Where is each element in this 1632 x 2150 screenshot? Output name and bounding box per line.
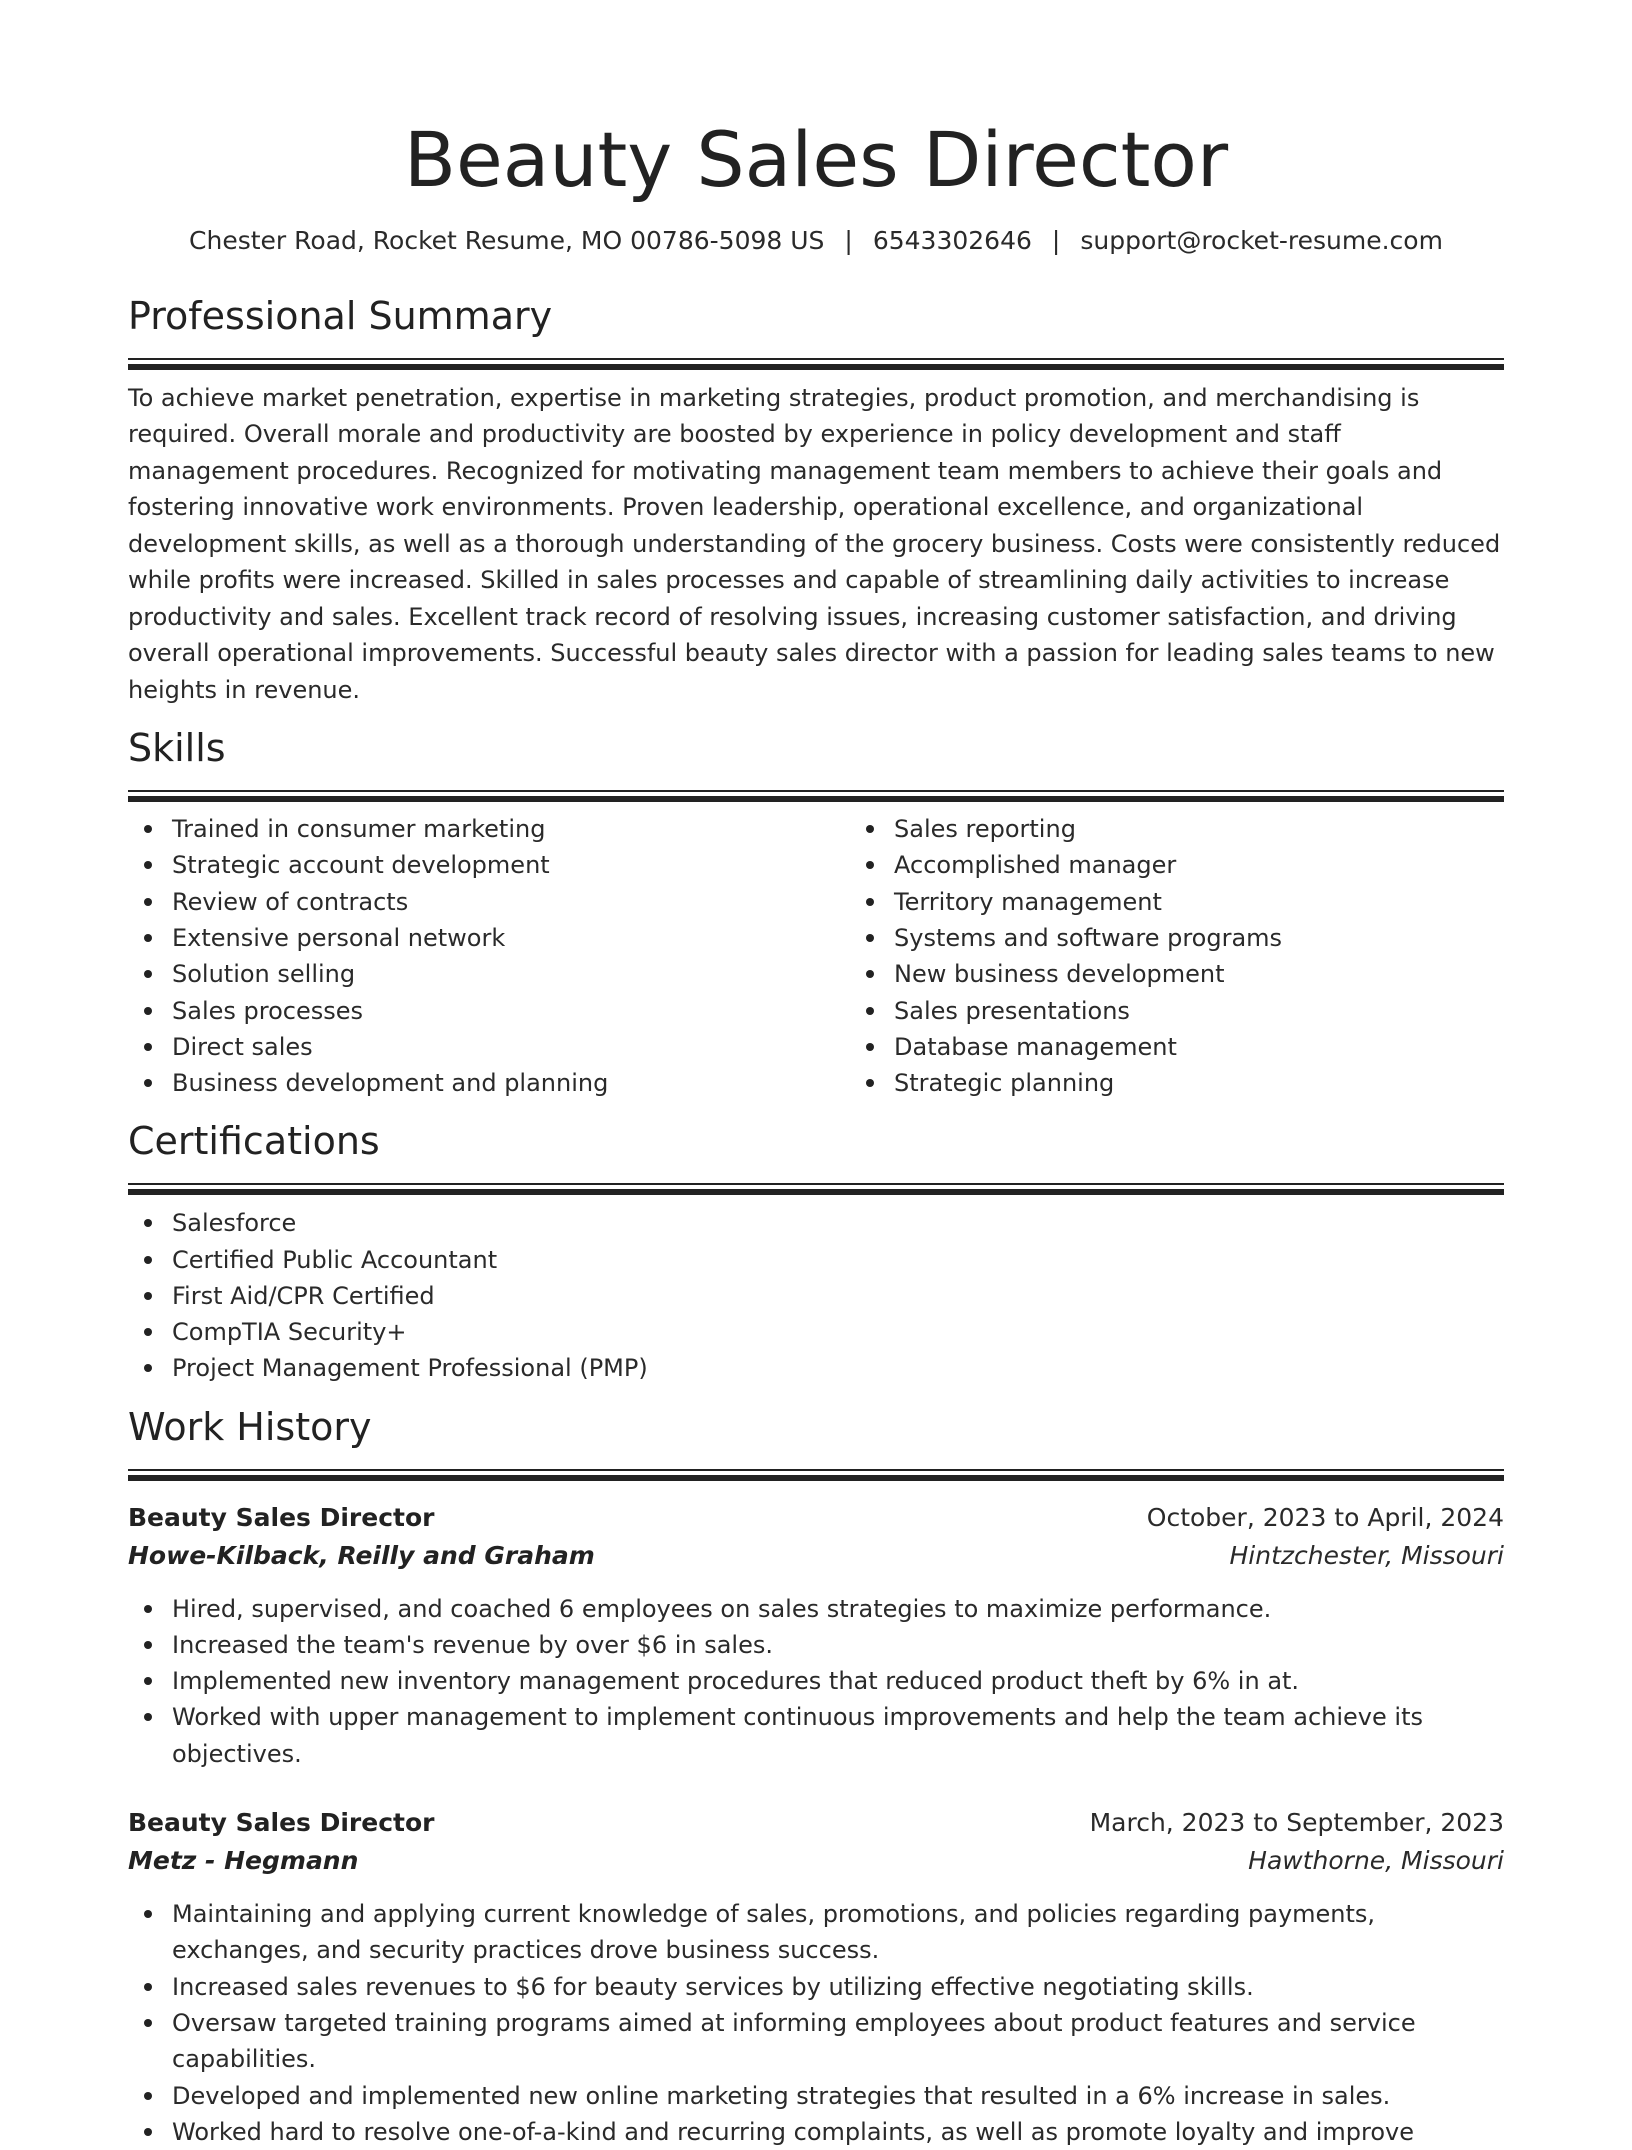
- skills-grid: [128, 811, 1504, 1101]
- job-bullet: Worked hard to resolve one-of-a-kind and recurring complaints, as well as promote loyalty and improve: [172, 2114, 1504, 2150]
- job-bullet: Implemented new inventory management procedures that reduced product theft by 6% in at.: [172, 1663, 1504, 1699]
- skill-item: Sales reporting: [894, 811, 1572, 847]
- certification-item: CompTIA Security+: [172, 1314, 1504, 1350]
- job-bullet: Hired, supervised, and coached 6 employees on sales strategies to maximize performance.: [172, 1591, 1504, 1627]
- skill-item: Business development and planning: [172, 1065, 850, 1101]
- skills-section: [128, 728, 1504, 1101]
- skill-item: Sales processes: [172, 993, 850, 1029]
- job-bullet: Maintaining and applying current knowledge of sales, promotions, and policies regarding payments, exchanges, and security practices drove business success.: [172, 1896, 1504, 1969]
- skill-item: Accomplished manager: [894, 847, 1572, 883]
- job-company: Metz - Hegmann: [128, 1846, 359, 1876]
- certification-item: First Aid/CPR Certified: [172, 1278, 1504, 1314]
- skill-item: Sales presentations: [894, 993, 1572, 1029]
- section-divider: [128, 790, 1504, 802]
- resume-title: Beauty Sales Director: [403, 115, 1229, 204]
- certification-item: Project Management Professional (PMP): [172, 1350, 1504, 1386]
- job-title: Beauty Sales Director: [128, 1808, 435, 1838]
- job-header-row: [128, 1804, 1504, 1842]
- skill-item: Database management: [894, 1029, 1572, 1065]
- job-bullet: Increased sales revenues to $6 for beauty services by utilizing effective negotiating skills.: [172, 1969, 1504, 2005]
- contact-phone: 6543302646: [872, 226, 1032, 255]
- section-divider: [128, 1469, 1504, 1481]
- job-dates: October, 2023 to April, 2024: [1146, 1502, 1504, 1532]
- job-subheader-row: [128, 1537, 1504, 1575]
- skill-item: New business development: [894, 956, 1572, 992]
- skills-list-left: [128, 811, 850, 1101]
- job-list: [128, 1499, 1504, 2150]
- contact-separator: |: [1051, 226, 1061, 255]
- certification-item: Certified Public Accountant: [172, 1242, 1504, 1278]
- skill-item: Extensive personal network: [172, 920, 850, 956]
- job-bullets: [128, 1591, 1504, 1772]
- contact-address: Chester Road, Rocket Resume, MO 00786-5098 US: [189, 226, 825, 255]
- skills-list-right: [850, 811, 1572, 1101]
- job-location: Hintzchester, Missouri: [1229, 1540, 1504, 1570]
- job-bullet: Developed and implemented new online marketing strategies that resulted in a 6% increase in sales.: [172, 2078, 1504, 2114]
- job-bullet: Oversaw targeted training programs aimed at informing employees about product features and service capabilities.: [172, 2005, 1504, 2078]
- skill-item: Review of contracts: [172, 884, 850, 920]
- certifications-heading: Certifications: [128, 1119, 380, 1164]
- certification-item: Salesforce: [172, 1205, 1504, 1241]
- job-company: Howe-Kilback, Reilly and Graham: [128, 1540, 595, 1570]
- skills-heading: Skills: [128, 726, 226, 771]
- contact-line: [128, 226, 1504, 256]
- skill-item: Territory management: [894, 884, 1572, 920]
- summary-section: [128, 296, 1504, 708]
- job-bullet: Worked with upper management to implement continuous improvements and help the team achieve its objectives.: [172, 1699, 1504, 1772]
- skill-item: Direct sales: [172, 1029, 850, 1065]
- job-header-row: [128, 1499, 1504, 1537]
- skill-item: Strategic account development: [172, 847, 850, 883]
- skill-item: Trained in consumer marketing: [172, 811, 850, 847]
- work-history-heading: Work History: [128, 1404, 372, 1449]
- certifications-list: [128, 1205, 1504, 1386]
- certifications-section: [128, 1121, 1504, 1386]
- job-title: Beauty Sales Director: [128, 1502, 435, 1532]
- job-entry: [128, 1499, 1504, 1772]
- job-subheader-row: [128, 1842, 1504, 1880]
- skill-item: Solution selling: [172, 956, 850, 992]
- job-bullet: Increased the team's revenue by over $6 in sales.: [172, 1627, 1504, 1663]
- contact-email: support@rocket-resume.com: [1080, 226, 1443, 255]
- section-divider: [128, 358, 1504, 370]
- job-dates: March, 2023 to September, 2023: [1089, 1808, 1504, 1838]
- summary-text: To achieve market penetration, expertise in marketing strategies, product promotion, and merchandising is required. Overall morale and productivity are boosted by experience in policy development and staff management procedures. Recognized for motivating management team members to achieve their goals and fostering innovative work environments. Proven leadership, operational excellence, and organizational development skills, as well as a thorough understanding of the grocery business. Costs were consistently reduced while profits were increased. Skilled in sales processes and capable of streamlining daily activities to increase productivity and sales. Excellent track record of resolving issues, increasing customer satisfaction, and driving overall operational improvements. Successful beauty sales director with a passion for leading sales teams to new heights in revenue.: [128, 383, 1501, 704]
- job-entry: [128, 1804, 1504, 2150]
- skill-item: Strategic planning: [894, 1065, 1572, 1101]
- contact-separator: |: [844, 226, 853, 255]
- job-location: Hawthorne, Missouri: [1248, 1846, 1504, 1876]
- work-history-section: [128, 1404, 1504, 2150]
- summary-heading: Professional Summary: [128, 294, 553, 338]
- resume-page: [128, 0, 1504, 2150]
- section-divider: [128, 1183, 1504, 1195]
- skill-item: Systems and software programs: [894, 920, 1572, 956]
